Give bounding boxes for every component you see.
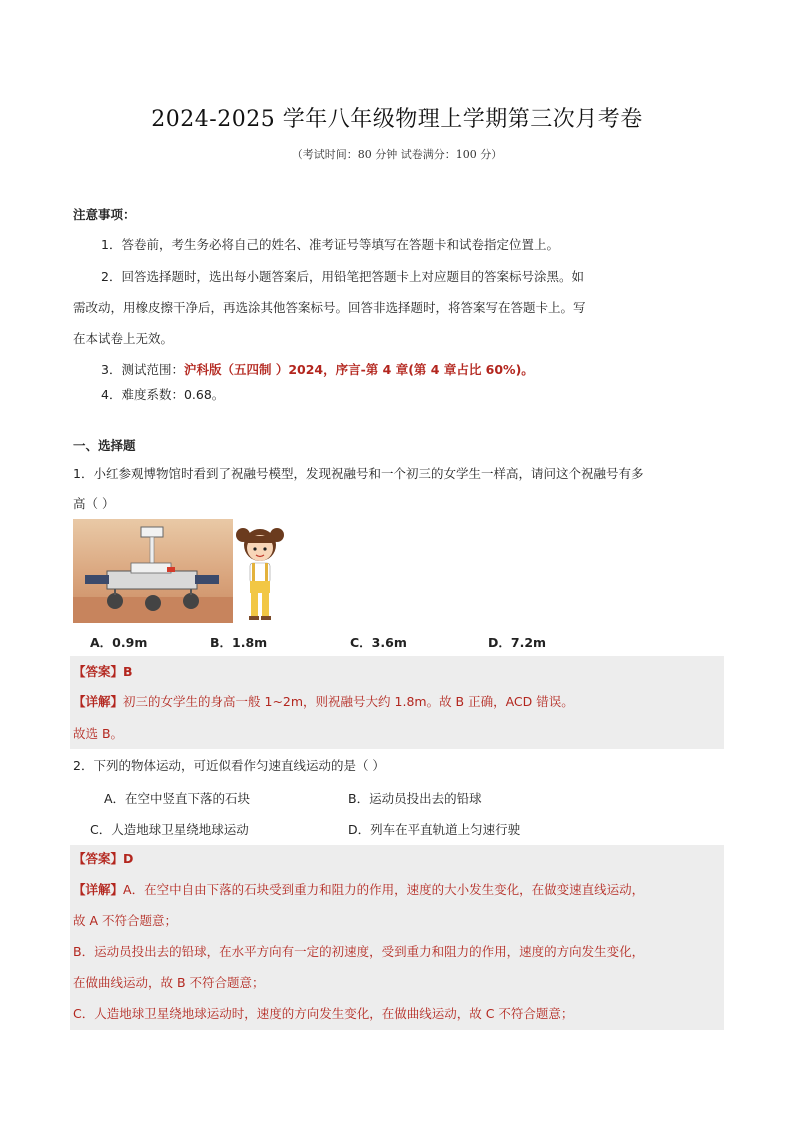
q2-detail-b-cont: 在做曲线运动，故 B 不符合题意；: [73, 975, 265, 990]
zhurong-rover-image: [73, 519, 233, 623]
section-heading: 一、选择题: [73, 438, 136, 453]
q1-detail-text: 初三的女学生的身高一般 1~2m，则祝融号大约 1.8m。故 B 正确，ACD 错误。: [123, 694, 574, 709]
q2-answer-label: 【答案】: [73, 851, 124, 866]
test-range: 沪科版（五四制 ）2024，序言-第 4 章(第 4 章占比 60%)。: [183, 362, 534, 377]
q2-detail-label: 【详解】: [73, 882, 124, 897]
q1-answer-label: 【答案】: [73, 664, 124, 679]
q2-detail-a-cont: 故 A 不符合题意；: [73, 913, 177, 928]
notice-item-2: 2．回答选择题时，选出每小题答案后，用铅笔把答题卡上对应题目的答案标号涂黑。如: [101, 269, 584, 284]
notice-heading: 注意事项：: [73, 207, 136, 222]
q2-answer-block: [70, 845, 724, 1030]
q1-answer-value: B: [123, 664, 133, 679]
q1-stem-cont: 高（ ）: [73, 496, 115, 511]
q2-answer: [73, 851, 133, 867]
exam-info: （考试时间：80 分钟 试卷满分：100 分）: [291, 148, 503, 161]
q2-detail-a: [73, 882, 644, 898]
q2-option-a: A．在空中竖直下落的石块: [104, 791, 251, 806]
q1-stem: 1．小红参观博物馆时看到了祝融号模型，发现祝融号和一个初三的女学生一样高，请问这个祝融号有多: [73, 466, 644, 481]
q1-option-d: D．7.2m: [488, 635, 547, 650]
q1-answer: [73, 664, 133, 680]
q2-detail-b: B．运动员投出去的铅球，在水平方向有一定的初速度，受到重力和阻力的作用，速度的方向发生变化，: [73, 944, 645, 959]
notice-item-1: 1．答卷前，考生务必将自己的姓名、准考证号等填写在答题卡和试卷指定位置上。: [101, 237, 559, 252]
q2-detail-c: C．人造地球卫星绕地球运动时，速度的方向发生变化，在做曲线运动，故 C 不符合题意；: [73, 1006, 574, 1021]
notice-item-4: 4．难度系数：0.68。: [101, 387, 225, 402]
q1-option-a: A．0.9m: [90, 635, 148, 650]
q2-stem: 2．下列的物体运动，可近似看作匀速直线运动的是（ ）: [73, 758, 385, 773]
q2-option-c: C．人造地球卫星绕地球运动: [90, 822, 249, 837]
page-title: 2024-2025 学年八年级物理上学期第三次月考卷: [151, 107, 643, 132]
q2-option-d: D．列车在平直轨道上匀速行驶: [348, 822, 521, 837]
notice-item-2-cont: 需改动，用橡皮擦干净后，再选涂其他答案标号。回答非选择题时，将答案写在答题卡上。写: [73, 300, 586, 315]
schoolgirl-illustration: [232, 519, 288, 623]
q2-answer-value: D: [123, 851, 134, 866]
q1-detail-label: 【详解】: [73, 694, 124, 709]
notice-item-3-prefix: 3．测试范围：: [101, 362, 184, 377]
q1-detail: [73, 694, 574, 710]
notice-item-3: [101, 362, 534, 378]
q1-option-b: B．1.8m: [210, 635, 268, 650]
q2-detail-a-text: A．在空中自由下落的石块受到重力和阻力的作用，速度的大小发生变化，在做变速直线运动，: [123, 882, 645, 897]
q1-option-c: C．3.6m: [350, 635, 407, 650]
q1-conclusion: 故选 B。: [73, 726, 124, 741]
q2-option-b: B．运动员投出去的铅球: [348, 791, 482, 806]
notice-item-2-end: 在本试卷上无效。: [73, 331, 174, 346]
